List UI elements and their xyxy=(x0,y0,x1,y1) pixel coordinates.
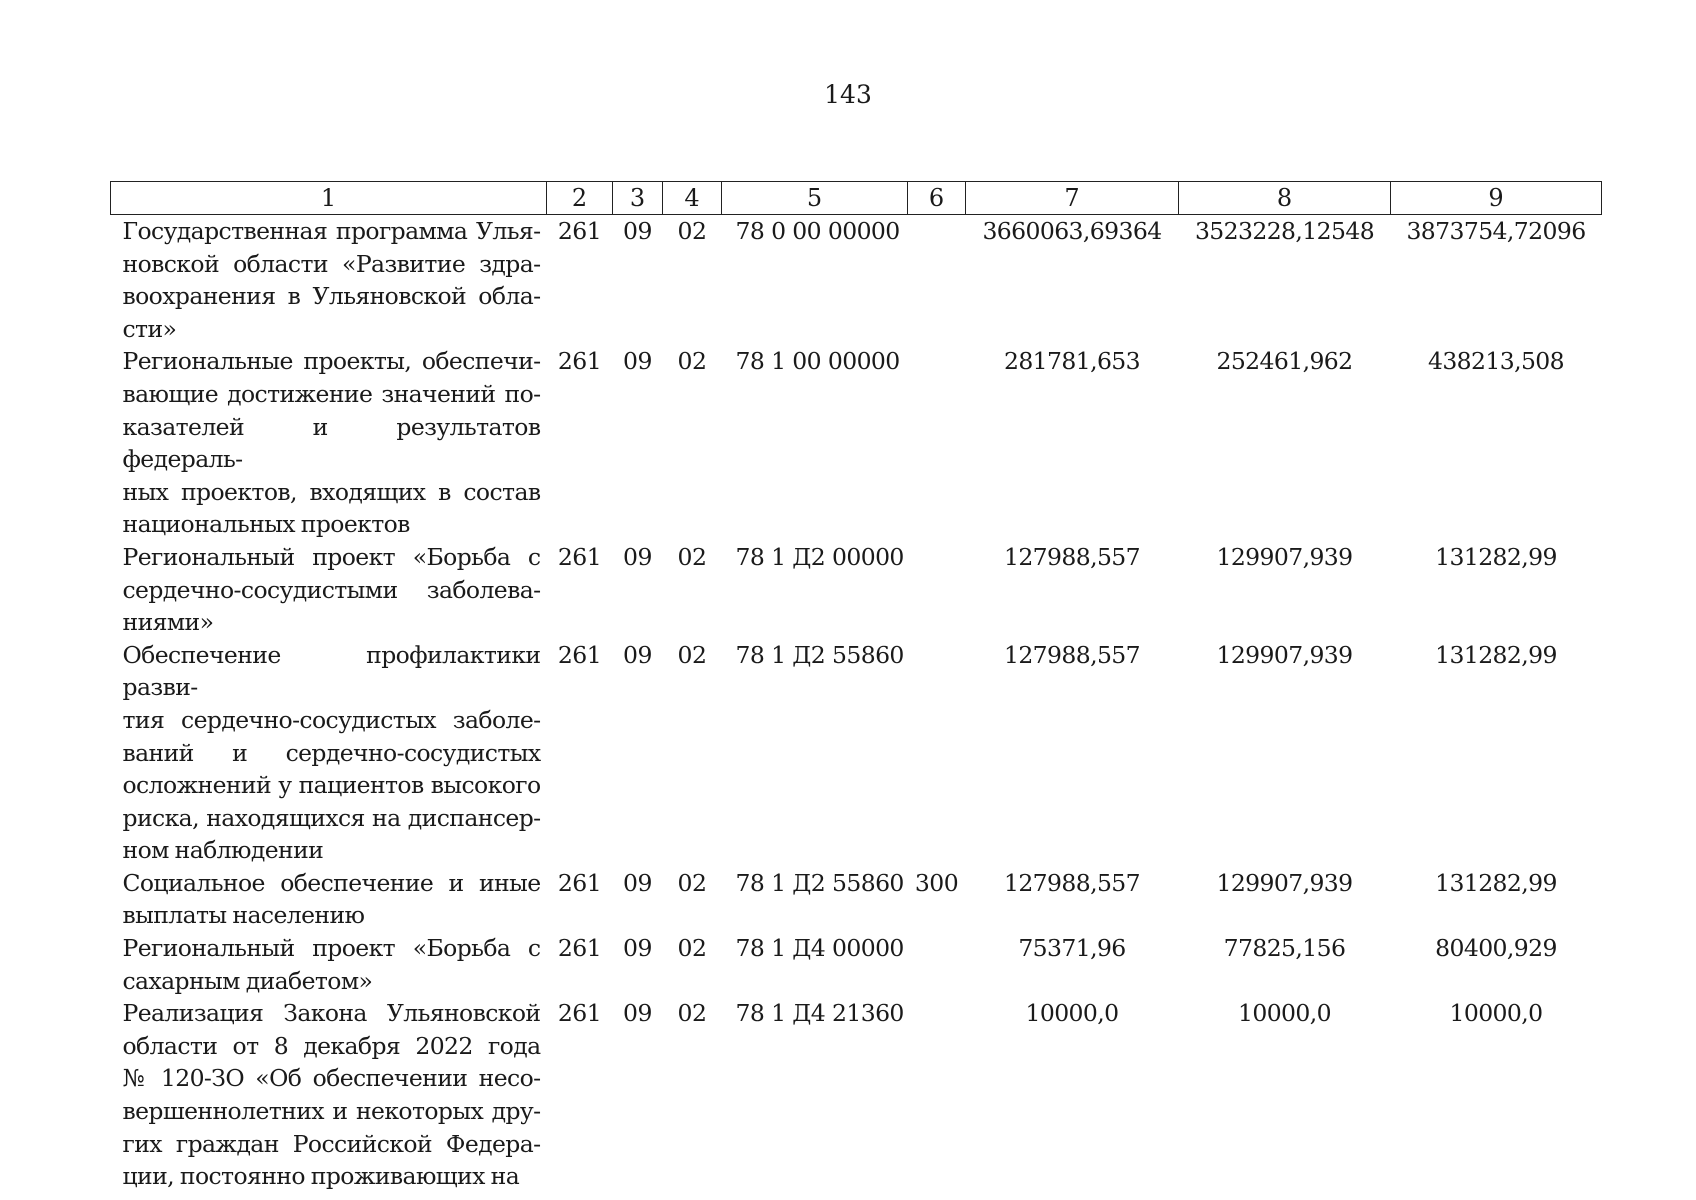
row-name-cell xyxy=(111,997,547,1193)
subsection-code-cell: 02 xyxy=(677,868,707,897)
amount-year1-cell: 127988,557 xyxy=(1003,640,1141,669)
column-header-6: 6 xyxy=(908,182,966,215)
amount-year2-cell: 129907,939 xyxy=(1216,640,1353,669)
subsection-code-cell: 02 xyxy=(677,999,707,1028)
expense-type-cell xyxy=(908,215,966,346)
ministry-code-cell: 261 xyxy=(557,640,602,669)
amount-year3-cell: 3873754,72096 xyxy=(1406,217,1586,245)
section-code-cell: 09 xyxy=(623,217,652,245)
target-article-cell: 78 1 Д2 00000 xyxy=(735,542,904,571)
column-header-1: 1 xyxy=(111,182,547,215)
target-article-cell: 78 1 Д2 55860 xyxy=(735,640,904,669)
row-name-line: Реализация Закона Ульяновской xyxy=(122,999,541,1028)
amount-year1-cell: 281781,653 xyxy=(1003,347,1141,376)
ministry-code-cell: 261 xyxy=(557,347,602,376)
row-name-line: ниями» xyxy=(122,608,214,637)
amount-year3-cell: 438213,508 xyxy=(1427,347,1565,376)
section-code-cell: 09 xyxy=(623,868,652,897)
row-name-line: казателей и результатов федераль- xyxy=(122,412,541,474)
table-header-row xyxy=(111,182,1602,215)
row-name-line: Региональный проект «Борьба с xyxy=(122,934,541,963)
row-name-line: риска, находящихся на диспансер- xyxy=(122,803,541,832)
table-row xyxy=(111,997,1602,1193)
row-name-cell xyxy=(111,639,547,867)
subsection-code-cell: 02 xyxy=(677,934,707,963)
subsection-code-cell: 02 xyxy=(677,217,707,245)
target-article-cell: 78 1 Д4 00000 xyxy=(735,934,904,963)
row-name-line: ных проектов, входящих в состав xyxy=(122,477,541,506)
table-row xyxy=(111,932,1602,997)
subsection-code-cell: 02 xyxy=(677,640,707,669)
row-name-line: выплаты населению xyxy=(122,901,365,930)
row-name-cell xyxy=(111,345,547,541)
row-name-cell xyxy=(111,932,547,997)
amount-year1-cell: 127988,557 xyxy=(1003,868,1141,897)
column-header-4: 4 xyxy=(663,182,722,215)
table-row xyxy=(111,215,1602,346)
table-row xyxy=(111,867,1602,932)
row-name-line: ваний и сердечно-сосудистых xyxy=(122,738,541,767)
section-code-cell: 09 xyxy=(623,640,652,669)
amount-year2-cell: 129907,939 xyxy=(1216,542,1353,571)
row-name-line: Региональный проект «Борьба с xyxy=(122,542,541,571)
row-name-line: вершеннолетних и некоторых дру- xyxy=(122,1097,541,1126)
target-article-cell: 78 1 Д4 21360 xyxy=(735,999,904,1028)
target-article-cell: 78 1 00 00000 xyxy=(735,347,900,376)
column-header-8: 8 xyxy=(1179,182,1391,215)
row-name-line: сердечно-сосудистыми заболева- xyxy=(122,575,541,604)
row-name-line: области от 8 декабря 2022 года xyxy=(122,1031,541,1060)
expense-type-cell xyxy=(908,345,966,541)
ministry-code-cell: 261 xyxy=(557,868,602,897)
row-name-line: Обеспечение профилактики разви- xyxy=(122,640,541,702)
amount-year3-cell: 131282,99 xyxy=(1435,640,1557,669)
row-name-line: Региональные проекты, обеспечи- xyxy=(122,347,541,376)
amount-year3-cell: 131282,99 xyxy=(1435,868,1557,897)
row-name-line: осложнений у пациентов высокого xyxy=(122,771,541,800)
column-header-2: 2 xyxy=(547,182,613,215)
ministry-code-cell: 261 xyxy=(557,217,602,245)
column-header-3: 3 xyxy=(613,182,663,215)
row-name-line: ции, постоянно проживающих на xyxy=(122,1162,520,1191)
row-name-line: Государственная программа Улья- xyxy=(122,217,541,245)
row-name-line: Социальное обеспечение и иные xyxy=(122,868,541,897)
table-row xyxy=(111,639,1602,867)
amount-year1-cell: 127988,557 xyxy=(1003,542,1141,571)
ministry-code-cell: 261 xyxy=(557,542,602,571)
amount-year3-cell: 80400,929 xyxy=(1435,934,1557,963)
column-header-7: 7 xyxy=(966,182,1179,215)
table-row xyxy=(111,345,1602,541)
ministry-code-cell: 261 xyxy=(557,934,602,963)
table-body xyxy=(111,215,1602,1193)
expense-type-cell xyxy=(908,932,966,997)
row-name-line: № 120-ЗО «Об обеспечении несо- xyxy=(122,1064,541,1093)
amount-year2-cell: 252461,962 xyxy=(1216,347,1353,376)
amount-year2-cell: 77825,156 xyxy=(1223,934,1346,963)
section-code-cell: 09 xyxy=(623,999,652,1028)
section-code-cell: 09 xyxy=(623,347,652,376)
row-name-line: сахарным диабетом» xyxy=(122,966,373,995)
row-name-line: гих граждан Российской Федера- xyxy=(122,1129,541,1158)
section-code-cell: 09 xyxy=(623,542,652,571)
expense-type-cell: 300 xyxy=(914,868,959,897)
column-header-5: 5 xyxy=(722,182,908,215)
table-row xyxy=(111,541,1602,639)
amount-year1-cell: 75371,96 xyxy=(1018,934,1126,963)
subsection-code-cell: 02 xyxy=(677,542,707,571)
row-name-cell xyxy=(111,541,547,639)
amount-year2-cell: 10000,0 xyxy=(1238,999,1331,1028)
section-code-cell: 09 xyxy=(623,934,652,963)
amount-year2-cell: 3523228,12548 xyxy=(1194,217,1375,245)
target-article-cell: 78 0 00 00000 xyxy=(735,217,900,245)
row-name-line: новской области «Развитие здра- xyxy=(122,249,541,278)
ministry-code-cell: 261 xyxy=(557,999,602,1028)
row-name-line: сти» xyxy=(122,314,177,343)
row-name-line: воохранения в Ульяновской обла- xyxy=(122,282,541,311)
amount-year3-cell: 10000,0 xyxy=(1449,999,1543,1028)
expense-type-cell xyxy=(908,541,966,639)
column-header-9: 9 xyxy=(1391,182,1602,215)
row-name-line: национальных проектов xyxy=(122,510,410,539)
expense-type-cell xyxy=(908,639,966,867)
row-name-line: тия сердечно-сосудистых заболе- xyxy=(122,705,541,734)
row-name-cell xyxy=(111,215,547,346)
amount-year2-cell: 129907,939 xyxy=(1216,868,1353,897)
expense-type-cell xyxy=(908,997,966,1193)
budget-table xyxy=(110,181,1602,1193)
subsection-code-cell: 02 xyxy=(677,347,707,376)
amount-year1-cell: 10000,0 xyxy=(1025,999,1119,1028)
amount-year1-cell: 3660063,69364 xyxy=(982,217,1162,245)
row-name-cell xyxy=(111,867,547,932)
target-article-cell: 78 1 Д2 55860 xyxy=(735,868,904,897)
amount-year3-cell: 131282,99 xyxy=(1435,542,1557,571)
row-name-line: ном наблюдении xyxy=(122,836,324,865)
row-name-line: вающие достижение значений по- xyxy=(122,379,541,408)
page-number: 143 xyxy=(824,80,872,109)
